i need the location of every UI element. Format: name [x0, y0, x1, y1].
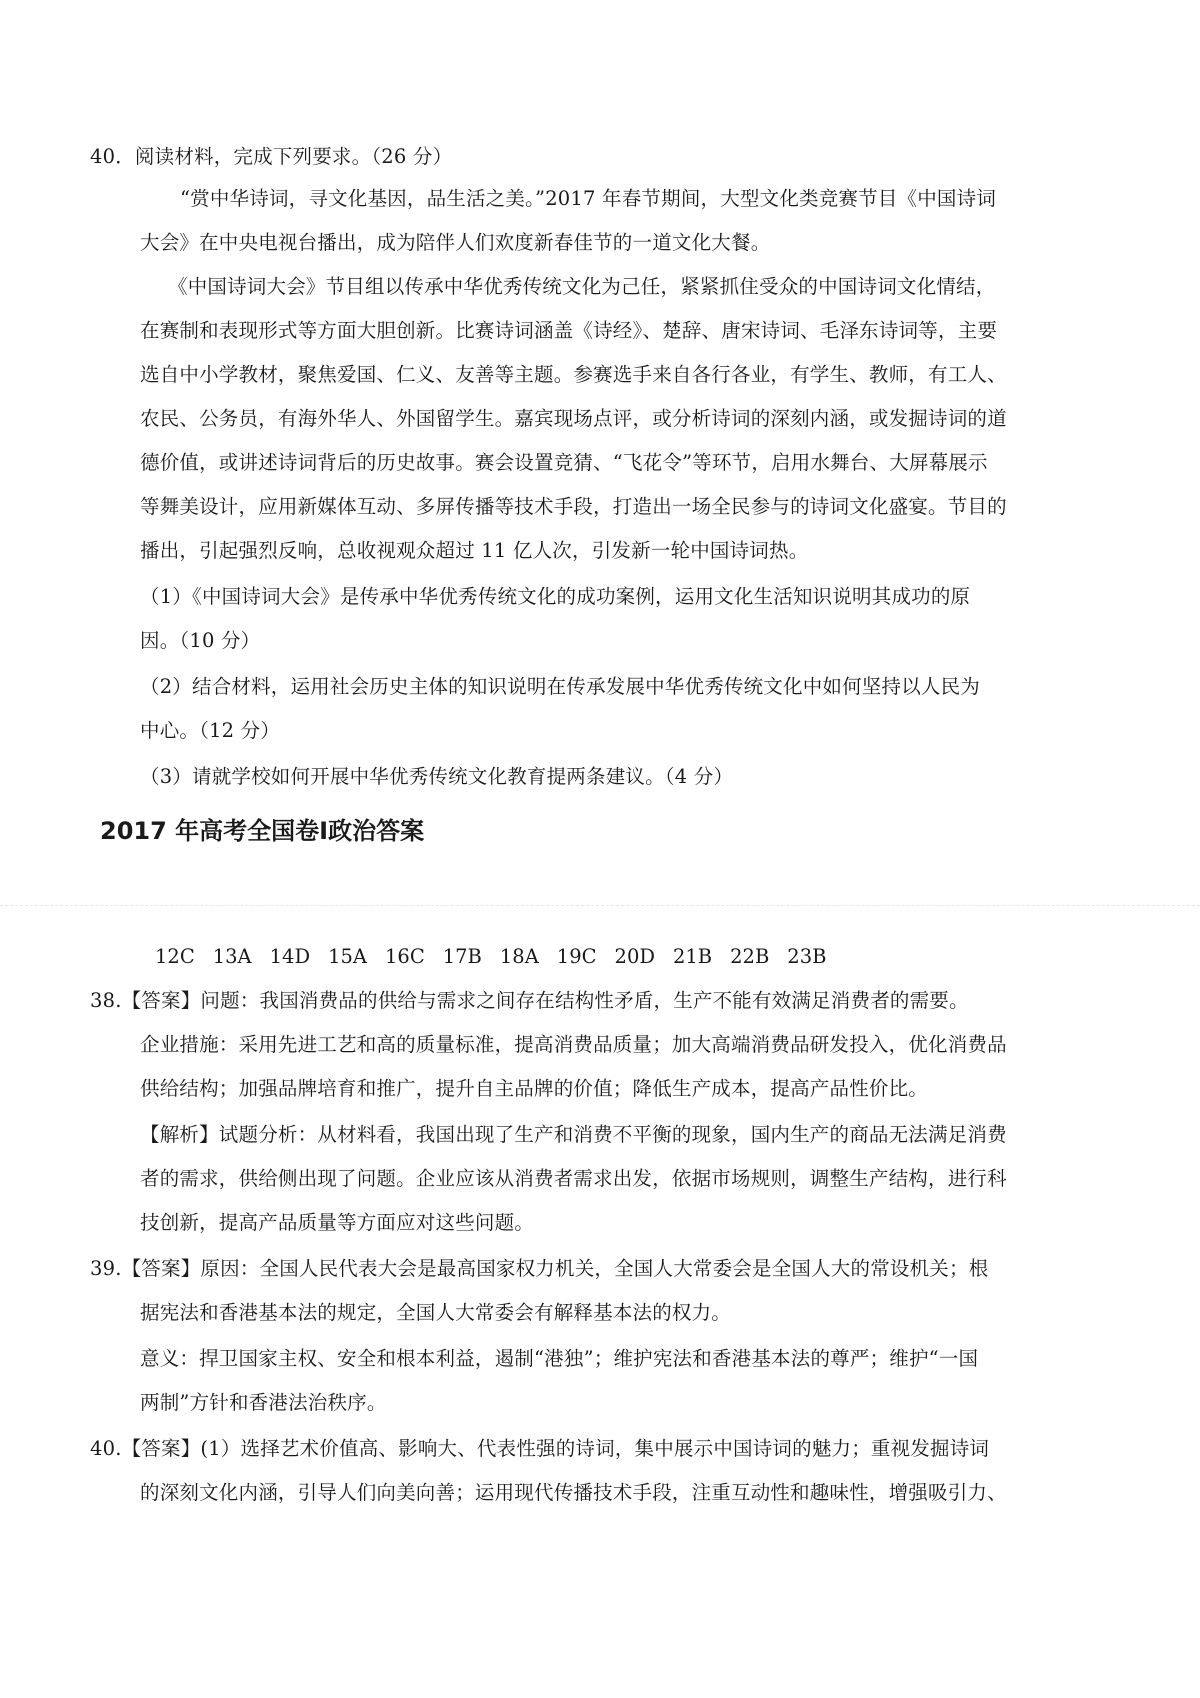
multiple-choice-answers: [155, 943, 844, 971]
material-paragraph-2-line-3: 选自中小学教材，聚焦爱国、仁义、友善等主题。参赛选手来自各行各业，有学生、教师，有工人、: [140, 363, 1007, 386]
answer-38-line-2: 企业措施：采用先进工艺和高的质量标准，提高消费品质量；加大高端消费品研发投入，优化消费品: [140, 1033, 1007, 1056]
sub-question-1-line-1: （1）《中国诗词大会》是传承中华优秀传统文化的成功案例，运用文化生活知识说明其成功的原: [140, 585, 971, 608]
answer-38-line-1: 38.【答案】问题：我国消费品的供给与需求之间存在结构性矛盾，生产不能有效满足消费者的需要。: [90, 989, 969, 1012]
answer-40-line-1: 40.【答案】(1）选择艺术价值高、影响大、代表性强的诗词，集中展示中国诗词的魅力；重视发掘诗词: [90, 1437, 990, 1460]
material-paragraph-1-line-1: “赏中华诗词，寻文化基因，品生活之美。”2017 年春节期间，大型文化类竞赛节目《中国诗词: [180, 187, 997, 210]
answer-40-line-2: 的深刻文化内涵，引导人们向美向善；运用现代传播技术手段，注重互动性和趣味性，增强吸引力、: [140, 1481, 1007, 1504]
sub-question-3: （3）请就学校如何开展中华优秀传统文化教育提两条建议。（4 分）: [140, 765, 734, 788]
answer-38-line-4: 【解析】试题分析：从材料看，我国出现了生产和消费不平衡的现象，国内生产的商品无法满足消费: [140, 1123, 1007, 1146]
mc-answer: 22B: [730, 945, 770, 968]
answer-39-line-3: 意义：捍卫国家主权、安全和根本利益，遏制“港独”；维护宪法和香港基本法的尊严；维护“一国: [140, 1347, 979, 1370]
answer-38-line-5: 者的需求，供给侧出现了问题。企业应该从消费者需求出发，依据市场规则，调整生产结构，进行科: [140, 1167, 1007, 1190]
sub-question-2-line-2: 中心。（12 分）: [140, 719, 281, 742]
material-paragraph-2-line-1: 《中国诗词大会》节目组以传承中华优秀传统文化为己任，紧紧抓住受众的中国诗词文化情结，: [168, 275, 996, 298]
mc-answer: 19C: [556, 945, 597, 968]
answer-39-line-2: 据宪法和香港基本法的规定，全国人大常委会有解释基本法的权力。: [140, 1301, 732, 1324]
material-paragraph-2-line-2: 在赛制和表现形式等方面大胆创新。比赛诗词涵盖《诗经》、楚辞、唐宋诗词、毛泽东诗词等，主要: [140, 319, 998, 342]
answers-title: 2017 年高考全国卷Ⅰ政治答案: [100, 817, 425, 845]
answer-38-line-3: 供给结构；加强品牌培育和推广，提升自主品牌的价值；降低生产成本，提高产品性价比。: [140, 1077, 929, 1100]
material-paragraph-2-line-5: 德价值，或讲述诗词背后的历史故事。赛会设置竞猜、“飞花令”等环节，启用水舞台、大屏幕展示: [140, 451, 988, 474]
mc-answer: 13A: [212, 945, 252, 968]
question-40-header: 40．阅读材料，完成下列要求。（26 分）: [90, 145, 453, 168]
mc-answer: 23B: [787, 945, 827, 968]
mc-answer: 14D: [269, 945, 311, 968]
section-divider: [0, 905, 1200, 906]
mc-answer: 20D: [614, 945, 655, 968]
mc-answer: 17B: [442, 945, 482, 968]
answer-38-line-6: 技创新，提高产品质量等方面应对这些问题。: [140, 1211, 535, 1234]
material-paragraph-1-line-2: 大会》在中央电视台播出，成为陪伴人们欢度新春佳节的一道文化大餐。: [140, 231, 771, 254]
material-paragraph-2-line-4: 农民、公务员，有海外华人、外国留学生。嘉宾现场点评，或分析诗词的深刻内涵，或发掘诗词的道: [140, 407, 1007, 430]
mc-answer: 16C: [385, 945, 425, 968]
answer-39-line-4: 两制”方针和香港法治秩序。: [140, 1391, 387, 1414]
mc-answer: 15A: [328, 945, 367, 968]
sub-question-1-line-2: 因。（10 分）: [140, 629, 261, 652]
mc-answer: 21B: [672, 945, 713, 968]
sub-question-2-line-1: （2）结合材料，运用社会历史主体的知识说明在传承发展中华优秀传统文化中如何坚持以人民为: [140, 675, 981, 698]
material-paragraph-2-line-6: 等舞美设计，应用新媒体互动、多屏传播等技术手段，打造出一场全民参与的诗词文化盛宴。节目的: [140, 495, 1007, 518]
material-paragraph-2-line-7: 播出，引起强烈反响，总收视观众超过 11 亿人次，引发新一轮中国诗词热。: [140, 539, 809, 562]
mc-answer: 12C: [155, 945, 195, 968]
answer-39-line-1: 39.【答案】原因：全国人民代表大会是最高国家权力机关，全国人大常委会是全国人大的常设机关；根: [90, 1257, 989, 1280]
mc-answer: 18A: [499, 945, 539, 968]
